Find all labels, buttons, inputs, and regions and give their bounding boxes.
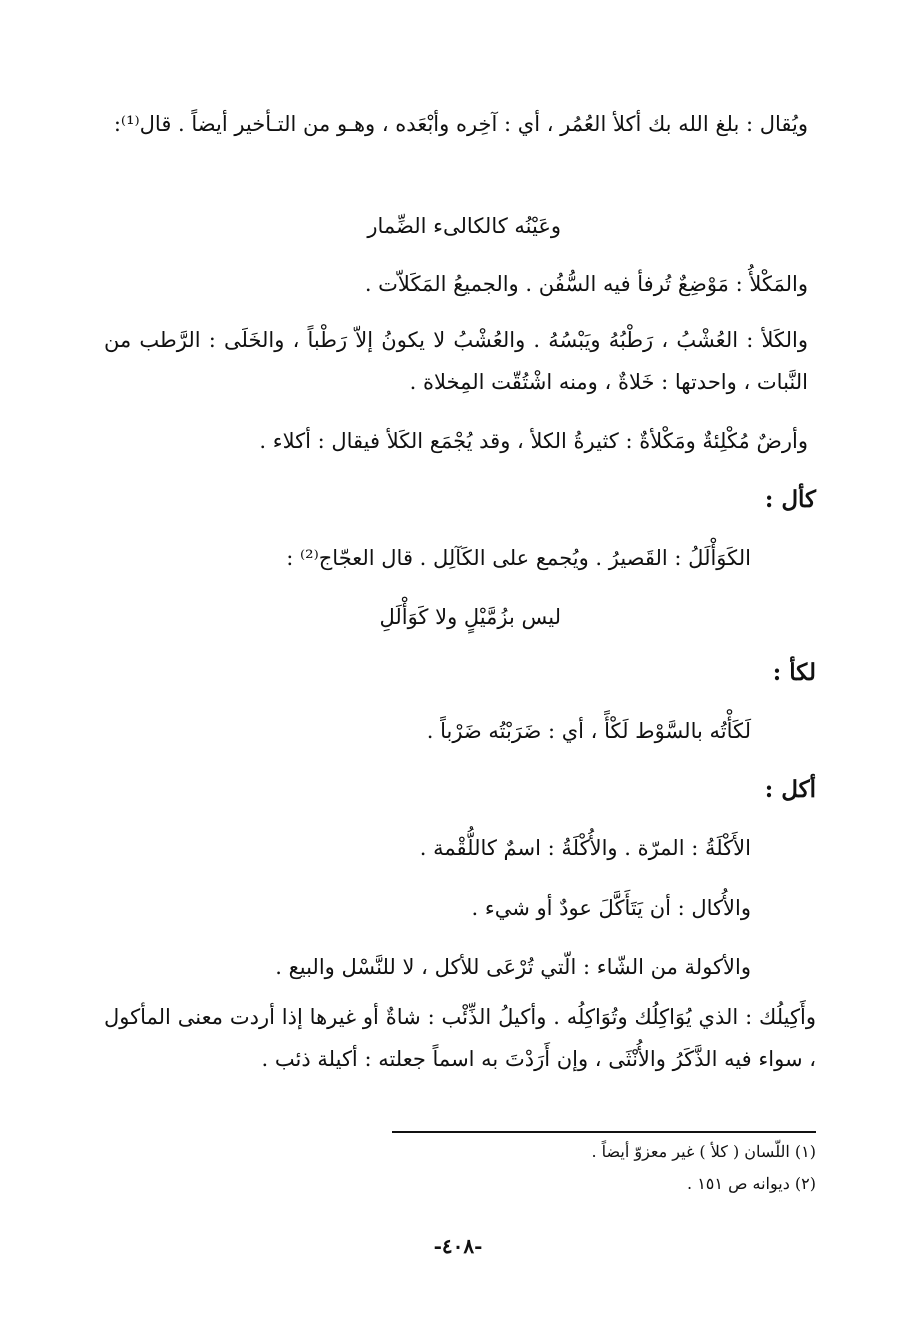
entry-heading-kal: كأل : [764,486,816,513]
page-number: -٤٠٨- [433,1234,483,1258]
entry-akal-paragraph: وأَكِيلُك : الذي يُوَاكِلُك وتُوَاكِلُه . وأكيلُ الذِّئْب : شاةٌ أو غيرها إذا أردت معنى المأكول ، سواء فيه الذَّكَرُ والأُنْثَى ، وإن أَرَدْتَ به اسماً جعلته : أكيلة ذئب . [104,1005,816,1071]
entry-akal-line-2: والأُكال : أن يَتَأَكَّلَ عودٌ أو شيء . [471,896,751,920]
footnote-1: (١) اللّسان ( كلأ ) غير معزوّ أيضاً . [591,1142,816,1161]
paragraph-kalaa: والكَلأ : العُشْبُ ، رَطْبُهُ ويَبْسُهُ . والعُشْبُ لا يكونُ إلاّ رَطْباً ، والخَلَى : الرَّطب من النَّبات ، واحدتها : خَلاةٌ ، ومنه اشْتُقّت المِخلاة . [104,328,808,394]
paragraph-intro: ويُقال : بلغ الله بك أكلأ العُمُر ، أي : آخِره وأبْعَده ، وهـو من التـأخير أيضاً . قال⁽¹⁾: [113,112,808,136]
verse-line-1: وعَيْنُه كالكالىء الضِّمار [367,214,561,238]
entry-heading-akal: أكل : [764,776,816,803]
footnote-divider [392,1131,816,1133]
entry-akal-line-3: والأكولة من الشّاء : الّتي تُرْعَى للأكل ، لا للنَّسْل والبيع . [275,955,751,979]
footnote-2: (٢) ديوانه ص ١٥١ . [687,1174,816,1193]
entry-akal-line-1: الأَكْلَةُ : المرّة . والأُكْلَةُ : اسمٌ كاللُّقْمة . [419,836,751,860]
paragraph-ard-muklia: وأرضٌ مُكْلِئةٌ ومَكْلأةٌ : كثيرةُ الكلأ ، وقد يُجْمَع الكَلأ فيقال : أكلاء . [259,429,808,453]
entry-kal-definition: الكَوَأْلَلُ : القَصيرُ . ويُجمع على الكَآلِل . قال العجّاج⁽²⁾ : [286,546,751,570]
entry-laka-definition: لَكَأْتُه بالسَّوْط لَكْأً ، أي : ضَرَبْتُه ضَرْباً . [426,719,751,743]
paragraph-maklaa: والمَكْلأُ : مَوْضِعٌ تُرفأ فيه السُّفُن . والجميعُ المَكَلاّت . [364,272,808,296]
verse-line-2: ليس بزُمَّيْلٍ ولا كَوَأْلَلِ [379,605,561,629]
entry-heading-laka: لكأ : [772,659,816,686]
